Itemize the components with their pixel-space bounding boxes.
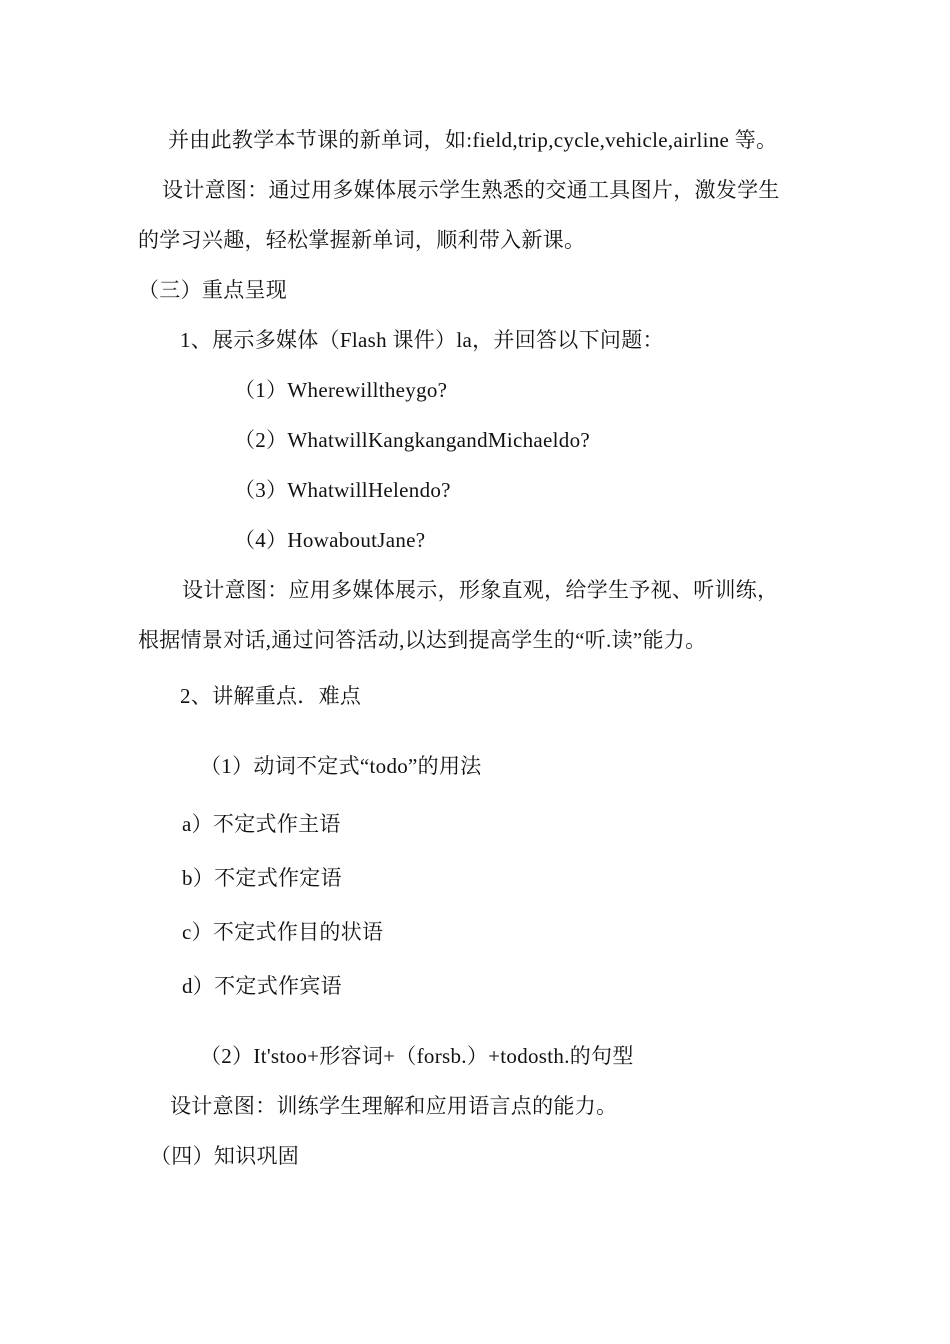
design-intent-2-line-2: 根据情景对话,通过问答活动,以达到提高学生的“听.读”能力。: [138, 628, 707, 652]
step-1-heading: 1、展示多媒体（Flash 课件）la，并回答以下问题：: [180, 328, 664, 352]
paragraph-new-words: 并由此教学本节课的新单词，如:field,trip,cycle,vehicle,airline 等。: [168, 128, 778, 152]
section-heading-4: （四）知识巩固: [150, 1144, 300, 1168]
grammar-point-1: （1）动词不定式“todo”的用法: [200, 754, 482, 778]
question-1: （1）Wherewilltheygo?: [234, 378, 448, 402]
infinitive-item-c: c）不定式作目的状语: [182, 920, 384, 944]
question-3: （3）WhatwillHelendo?: [234, 478, 451, 502]
design-intent-2-line-1: 设计意图：应用多媒体展示，形象直观，给学生予视、听训练，: [182, 578, 779, 602]
design-intent-1-line-2: 的学习兴趣，轻松掌握新单词，顺利带入新课。: [138, 228, 586, 252]
design-intent-1-line-1: 设计意图：通过用多媒体展示学生熟悉的交通工具图片，激发学生: [162, 178, 780, 202]
infinitive-item-d: d）不定式作宾语: [182, 974, 342, 998]
infinitive-item-b: b）不定式作定语: [182, 866, 342, 890]
question-4: （4）HowaboutJane?: [234, 528, 426, 552]
grammar-point-2: （2）It'stoo+形容词+（forsb.）+todosth.的句型: [200, 1044, 634, 1068]
section-heading-3: （三）重点呈现: [138, 278, 288, 302]
question-2: （2）WhatwillKangkangandMichaeldo?: [234, 428, 590, 452]
design-intent-3: 设计意图：训练学生理解和应用语言点的能力。: [170, 1094, 618, 1118]
step-2-heading: 2、讲解重点．难点: [180, 684, 362, 708]
infinitive-item-a: a）不定式作主语: [182, 812, 341, 836]
